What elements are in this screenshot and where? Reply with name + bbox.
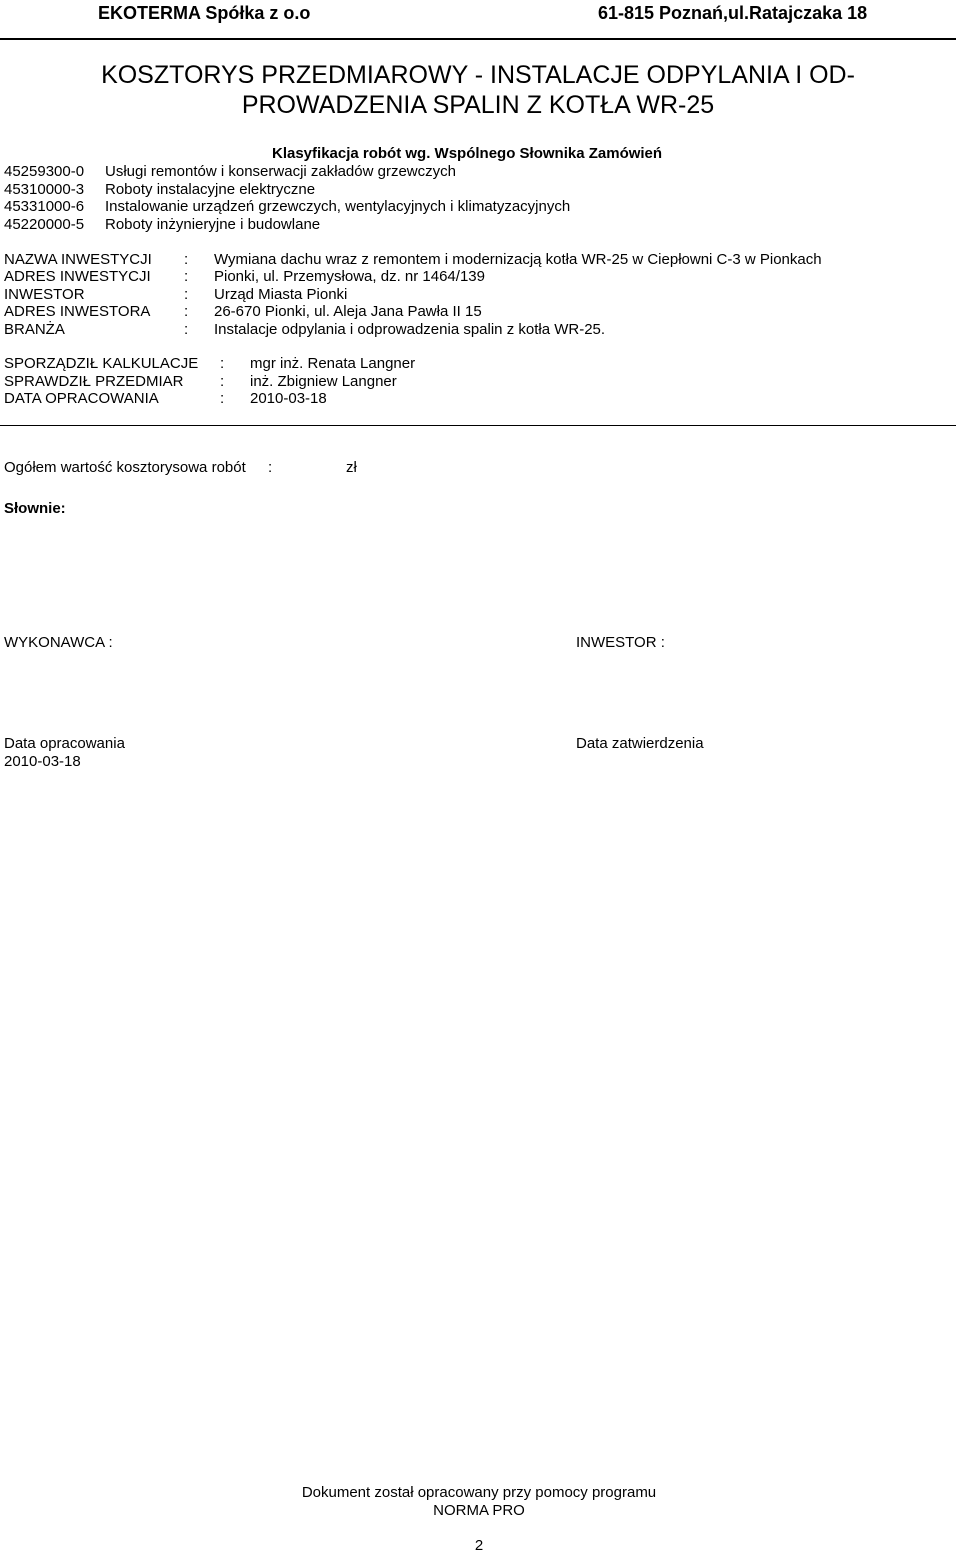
field-label: SPRAWDZIŁ PRZEDMIAR xyxy=(4,373,184,390)
field-value: Wymiana dachu wraz z remontem i modernizacją kotła WR-25 w Ciepłowni C-3 w Pionkach xyxy=(214,251,822,268)
contractor-label: WYKONAWCA : xyxy=(4,634,113,651)
company-name: EKOTERMA Spółka z o.o xyxy=(98,3,311,23)
section-divider xyxy=(0,425,956,426)
field-label: DATA OPRACOWANIA xyxy=(4,390,159,407)
field-separator: : xyxy=(184,303,189,320)
classification-name: Usługi remontów i konserwacji zakładów grzewczych xyxy=(105,163,456,180)
investor-label: INWESTOR : xyxy=(576,634,665,651)
company-address: 61-815 Poznań,ul.Ratajczaka 18 xyxy=(598,3,868,23)
classification-code: 45259300-0 xyxy=(4,163,85,180)
field-label: SPORZĄDZIŁ KALKULACJE xyxy=(4,355,199,372)
footer-software-name: NORMA PRO xyxy=(433,1502,525,1519)
field-separator: : xyxy=(184,268,189,285)
words-label: Słownie: xyxy=(4,500,66,517)
classification-heading: Klasyfikacja robót wg. Wspólnego Słownika Zamówień xyxy=(272,145,663,162)
total-label: Ogółem wartość kosztorysowa robót xyxy=(4,459,246,476)
field-separator: : xyxy=(184,286,189,303)
total-separator: : xyxy=(268,459,273,476)
field-separator: : xyxy=(220,355,225,372)
classification-code: 45310000-3 xyxy=(4,181,85,198)
field-separator: : xyxy=(220,390,225,407)
preparation-date-label: Data opracowania xyxy=(4,735,125,752)
page-number: 2 xyxy=(474,1537,484,1554)
field-label: INWESTOR xyxy=(4,286,85,303)
field-value: Urząd Miasta Pionki xyxy=(214,286,348,303)
field-value: 2010-03-18 xyxy=(250,390,327,407)
field-separator: : xyxy=(184,251,189,268)
field-value: 26-670 Pionki, ul. Aleja Jana Pawła II 15 xyxy=(214,303,482,320)
title-line-2: PROWADZENIA SPALIN Z KOTŁA WR-25 xyxy=(241,91,715,119)
field-label: NAZWA INWESTYCJI xyxy=(4,251,152,268)
classification-name: Roboty instalacyjne elektryczne xyxy=(105,181,316,198)
field-label: ADRES INWESTYCJI xyxy=(4,268,151,285)
preparation-date-value: 2010-03-18 xyxy=(4,753,81,770)
total-currency: zł xyxy=(346,459,357,476)
classification-code: 45220000-5 xyxy=(4,216,85,233)
field-separator: : xyxy=(220,373,225,390)
classification-code: 45331000-6 xyxy=(4,198,85,215)
approval-date-label: Data zatwierdzenia xyxy=(576,735,704,752)
field-value: inż. Zbigniew Langner xyxy=(250,373,397,390)
header-divider xyxy=(0,38,956,40)
field-label: ADRES INWESTORA xyxy=(4,303,151,320)
field-separator: : xyxy=(184,321,189,338)
footer-software-note: Dokument został opracowany przy pomocy programu xyxy=(301,1484,657,1501)
field-label: BRANŻA xyxy=(4,321,65,338)
classification-name: Roboty inżynieryjne i budowlane xyxy=(105,216,321,233)
title-line-1: KOSZTORYS PRZEDMIAROWY - INSTALACJE ODPYLANIA I OD- xyxy=(101,61,855,89)
classification-name: Instalowanie urządzeń grzewczych, wentylacyjnych i klimatyzacyjnych xyxy=(105,198,571,215)
field-value: mgr inż. Renata Langner xyxy=(250,355,416,372)
field-value: Pionki, ul. Przemysłowa, dz. nr 1464/139 xyxy=(214,268,485,285)
field-value: Instalacje odpylania i odprowadzenia spalin z kotła WR-25. xyxy=(214,321,606,338)
document-title xyxy=(0,60,956,120)
